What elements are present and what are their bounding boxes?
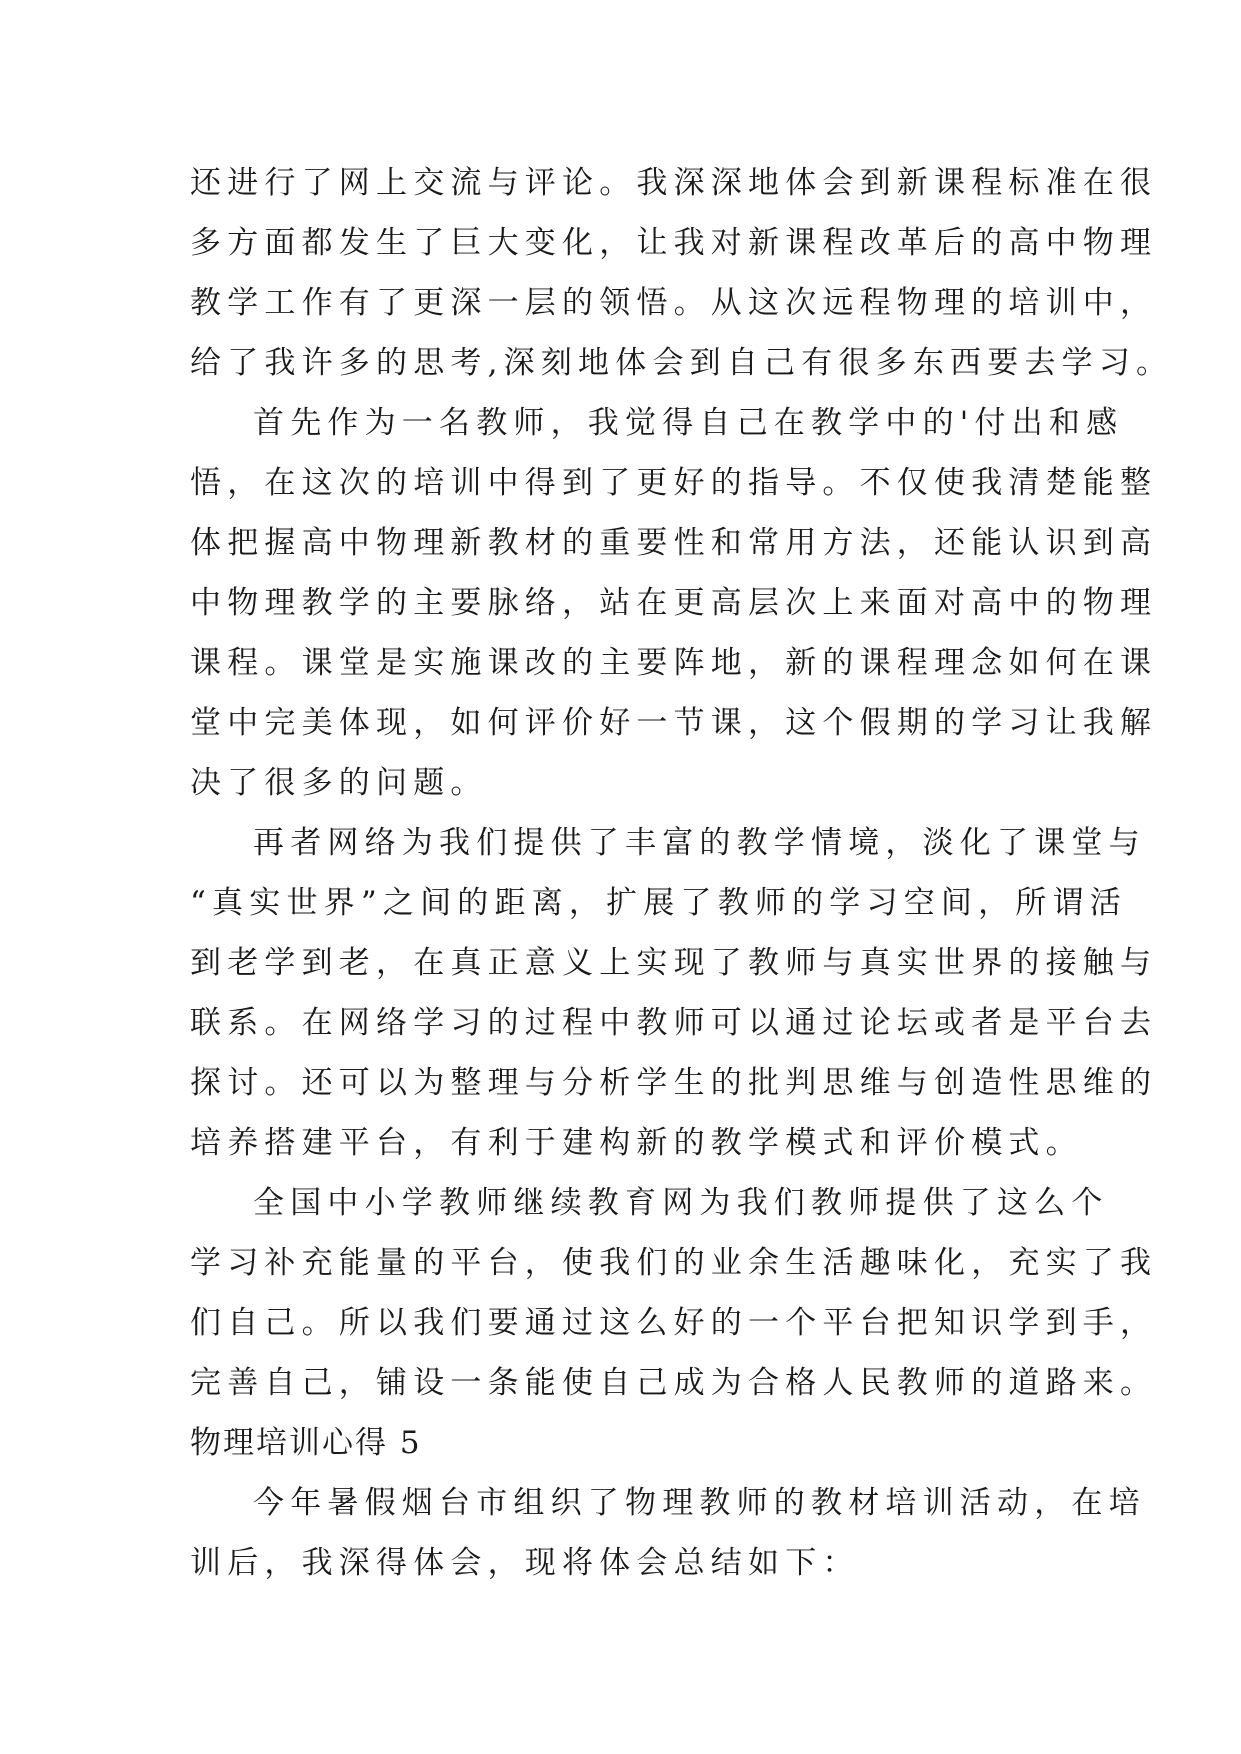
text-line: 体把握高中物理新教材的重要性和常用方法，还能认识到高 (190, 525, 1158, 561)
text-line: 决了很多的问题。 (190, 765, 488, 801)
text-line: 今年暑假烟台市组织了物理教师的教材培训活动，在培 (253, 1485, 1146, 1521)
text-line: 多方面都发生了巨大变化，让我对新课程改革后的高中物理 (190, 225, 1158, 261)
text-line: 全国中小学教师继续教育网为我们教师提供了这么个 (253, 1185, 1109, 1221)
text-line: 再者网络为我们提供了丰富的教学情境，淡化了课堂与 (253, 825, 1146, 861)
text-line: 培养搭建平台，有利于建构新的教学模式和评价模式。 (190, 1125, 1083, 1161)
text-line: 给了我许多的思考,深刻地体会到自己有很多东西要去学习。 (190, 345, 1174, 381)
text-line: 完善自己，铺设一条能使自己成为合格人民教师的道路来。 (190, 1365, 1158, 1401)
text-line: 教学工作有了更深一层的领悟。从这次远程物理的培训中， (190, 285, 1158, 321)
text-line: 探讨。还可以为整理与分析学生的批判思维与创造性思维的 (190, 1065, 1158, 1101)
section-heading: 物理培训心得 5 (190, 1425, 422, 1461)
text-line: “真实世界”之间的距离，扩展了教师的学习空间，所谓活 (190, 885, 1127, 921)
text-line: 堂中完美体现，如何评价好一节课，这个假期的学习让我解 (190, 705, 1158, 741)
text-line: 到老学到老，在真正意义上实现了教师与真实世界的接触与 (190, 945, 1158, 981)
text-line: 首先作为一名教师，我觉得自己在教学中的'付出和感 (253, 405, 1124, 441)
text-line: 悟，在这次的培训中得到了更好的指导。不仅使我清楚能整 (190, 465, 1158, 501)
text-line: 还进行了网上交流与评论。我深深地体会到新课程标准在很 (190, 165, 1158, 201)
text-line: 联系。在网络学习的过程中教师可以通过论坛或者是平台去 (190, 1005, 1158, 1041)
text-line: 课程。课堂是实施课改的主要阵地，新的课程理念如何在课 (190, 645, 1158, 681)
text-line: 中物理教学的主要脉络，站在更高层次上来面对高中的物理 (190, 585, 1158, 621)
text-line: 学习补充能量的平台，使我们的业余生活趣味化，充实了我 (190, 1245, 1158, 1281)
text-line: 们自己。所以我们要通过这么好的一个平台把知识学到手， (190, 1305, 1158, 1341)
text-line: 训后，我深得体会，现将体会总结如下： (190, 1545, 860, 1581)
